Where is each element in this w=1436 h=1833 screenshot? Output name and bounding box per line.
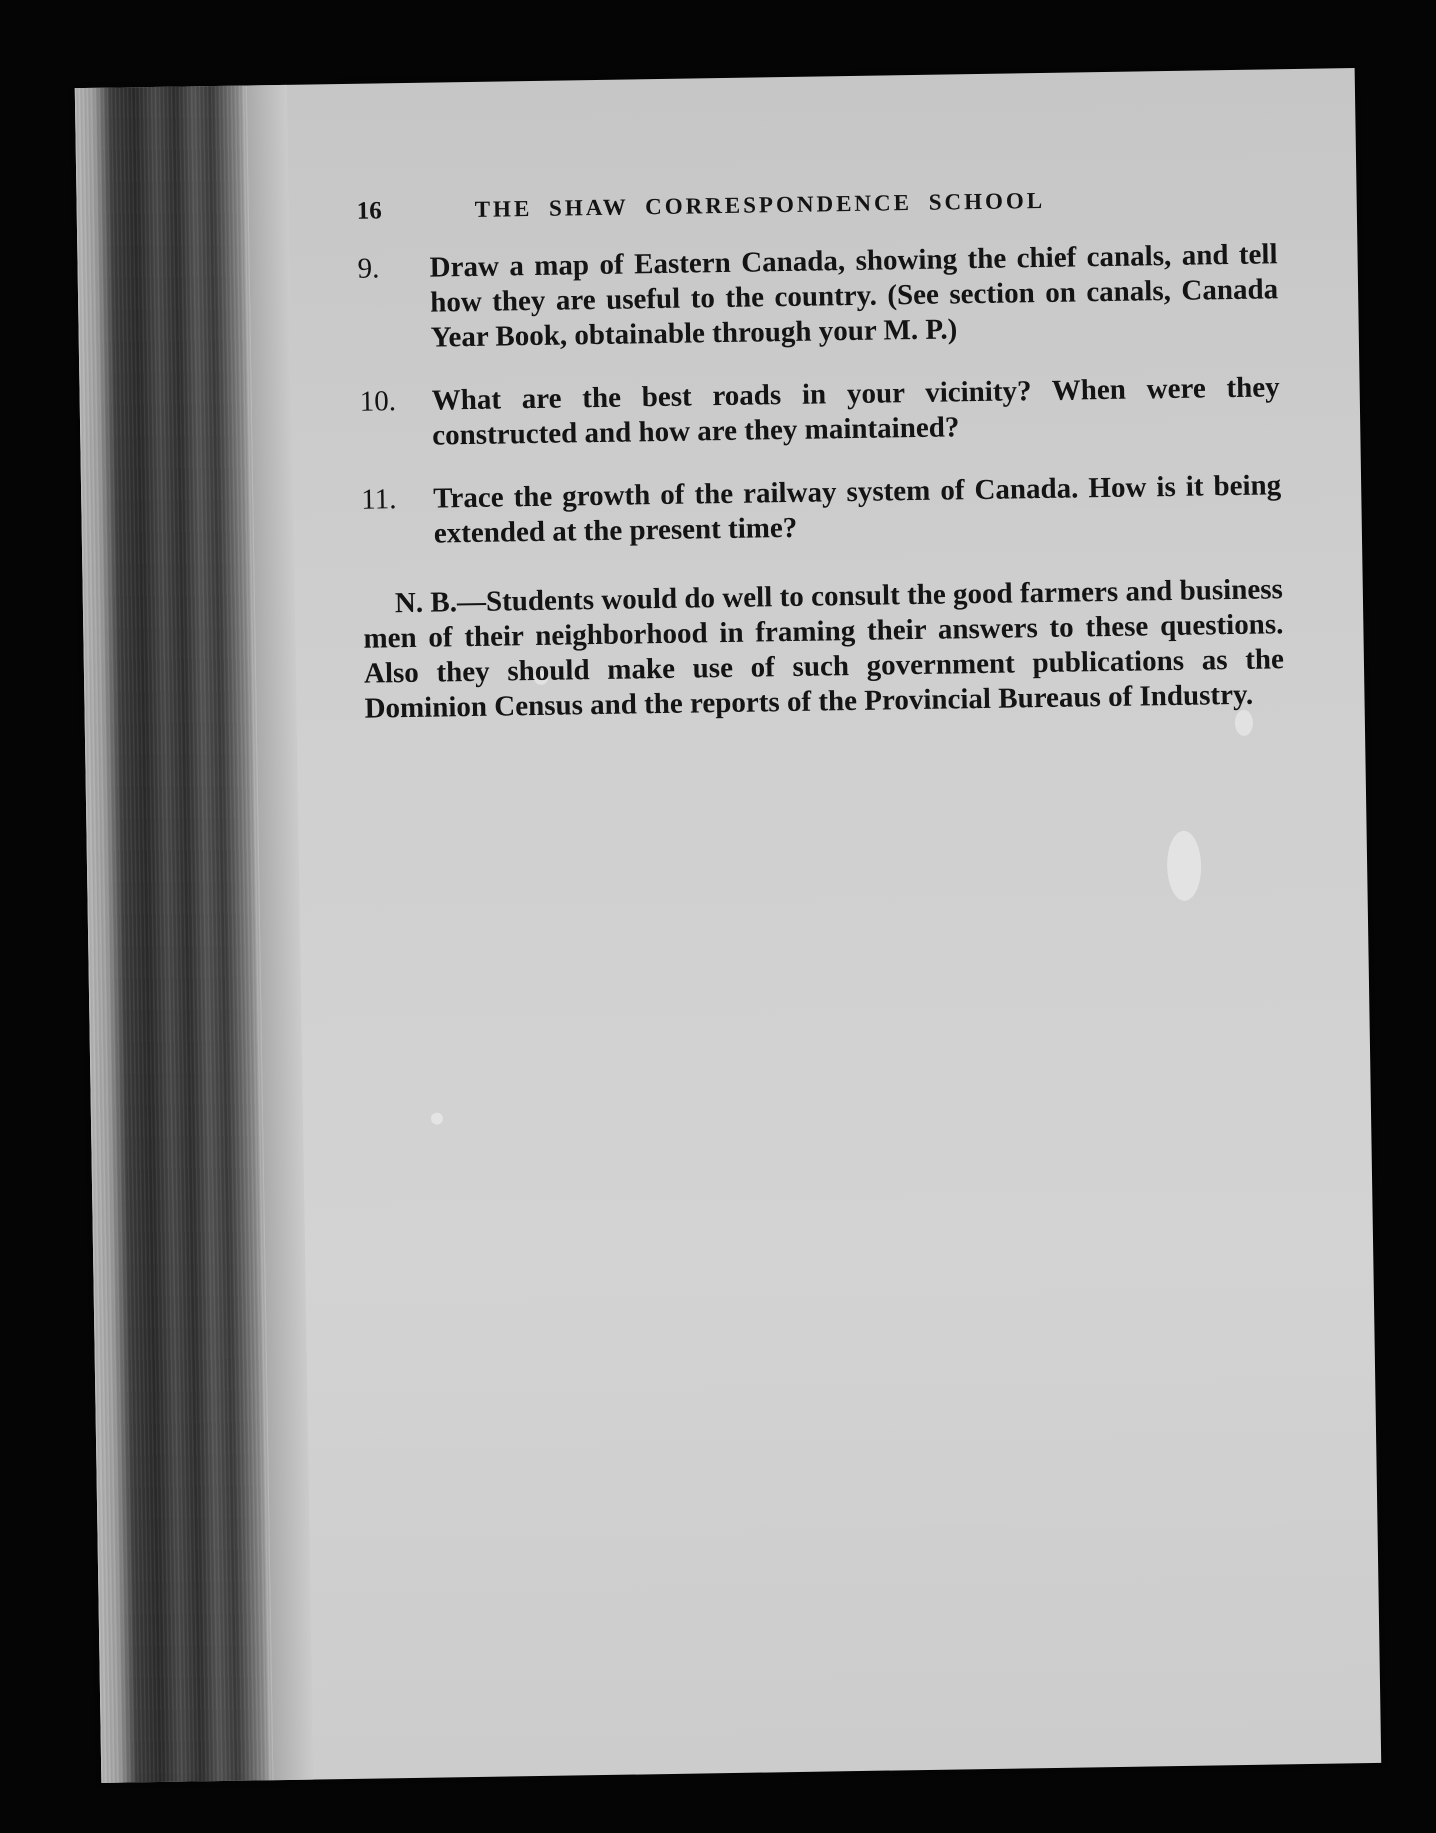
paper-blemish xyxy=(431,1113,443,1125)
question-number: 10. xyxy=(359,385,397,418)
running-head xyxy=(357,183,1278,237)
question-item xyxy=(361,468,1282,552)
question-item xyxy=(357,237,1279,356)
question-item xyxy=(359,370,1280,454)
question-text: Trace the growth of the railway system of Canada. How is it being extended at the present time? xyxy=(433,469,1282,550)
question-text: What are the best roads in your vicinity? When were they constructed and how are they maintained? xyxy=(431,371,1280,452)
paper-blemish xyxy=(1167,831,1202,902)
page-text xyxy=(357,183,1286,755)
question-number: 11. xyxy=(361,483,397,516)
running-head-title: THE SHAW CORRESPONDENCE SCHOOL xyxy=(474,187,1046,222)
note-paragraph: N. B.—Students would do well to consult the good farmers and business men of their neighborhood in framing their answers to these questions. Also they should make use of such government publications as the Dominion Census and the reports of the Provincial Bureaus of Industry. xyxy=(363,573,1285,725)
book-binding xyxy=(75,85,274,1782)
book-page xyxy=(75,68,1381,1783)
question-number: 9. xyxy=(357,252,380,285)
question-text: Draw a map of Eastern Canada, showing the chief canals, and tell how they are useful to the country. (See section on canals, Canada Year Book, obtainable through your M. P.) xyxy=(429,238,1279,354)
page-number: 16 xyxy=(356,197,382,225)
